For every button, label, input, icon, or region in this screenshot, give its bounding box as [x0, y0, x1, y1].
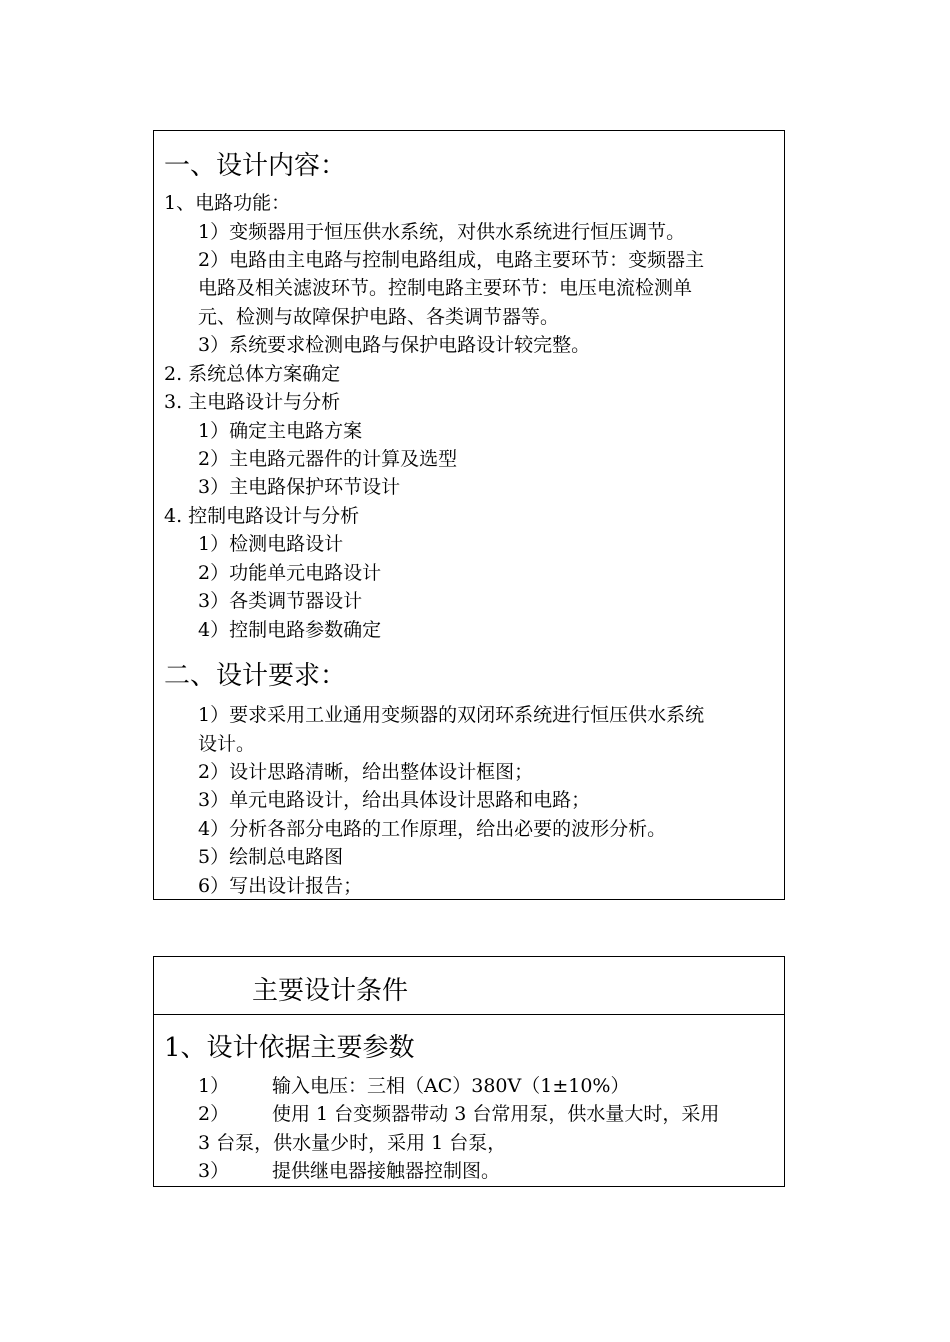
- header-divider: [154, 1014, 784, 1015]
- list-item: 2）电路由主电路与控制电路组成，电路主要环节：变频器主: [198, 249, 705, 271]
- list-item: 2）设计思路清晰，给出整体设计框图；: [198, 761, 534, 783]
- list-item: 1、电路功能：: [164, 192, 291, 214]
- list-item: 电路及相关滤波环节。控制电路主要环节：电压电流检测单: [198, 277, 693, 299]
- list-item: 4）分析各部分电路的工作原理，给出必要的波形分析。: [198, 818, 667, 840]
- item-text: 提供继电器接触器控制图。: [272, 1160, 501, 1182]
- list-item: [198, 1074, 630, 1098]
- item-text: 3 台泵，供水量少时，采用 1 台泵，: [198, 1132, 507, 1154]
- list-item: 3. 主电路设计与分析: [164, 391, 341, 413]
- list-item: [198, 1131, 506, 1155]
- item-number: 2）: [198, 1103, 230, 1125]
- list-item: 3）各类调节器设计: [198, 590, 363, 612]
- item-text: 输入电压：三相（AC）380V（1±10%）: [272, 1075, 630, 1097]
- conditions-subtitle: 1、设计依据主要参数: [164, 1033, 415, 1063]
- list-item: 5）绘制总电路图: [198, 846, 344, 868]
- list-item: 6）写出设计报告；: [198, 875, 363, 897]
- list-item: 3）主电路保护环节设计: [198, 476, 401, 498]
- list-item: 3）单元电路设计，给出具体设计思路和电路；: [198, 789, 591, 811]
- list-item: 1）检测电路设计: [198, 533, 344, 555]
- list-item: [198, 1159, 500, 1183]
- list-item: 元、检测与故障保护电路、各类调节器等。: [198, 306, 560, 328]
- item-number: 1）: [198, 1075, 230, 1097]
- list-item: 4. 控制电路设计与分析: [164, 505, 360, 527]
- list-item: 2）主电路元器件的计算及选型: [198, 448, 458, 470]
- conditions-header: 主要设计条件: [252, 976, 409, 1006]
- list-item: 设计。: [198, 733, 256, 755]
- list-item: [198, 1102, 719, 1126]
- section1-title: 一、设计内容：: [164, 151, 347, 181]
- section2-title: 二、设计要求：: [164, 661, 347, 691]
- list-item: 1）确定主电路方案: [198, 420, 363, 442]
- list-item: 2. 系统总体方案确定: [164, 363, 341, 385]
- list-item: 1）变频器用于恒压供水系统，对供水系统进行恒压调节。: [198, 221, 686, 243]
- list-item: 2）功能单元电路设计: [198, 562, 382, 584]
- design-content-box: [153, 130, 785, 900]
- list-item: 4）控制电路参数确定: [198, 619, 382, 641]
- list-item: 3）系统要求检测电路与保护电路设计较完整。: [198, 334, 591, 356]
- item-number: 3）: [198, 1160, 230, 1182]
- list-item: 1）要求采用工业通用变频器的双闭环系统进行恒压供水系统: [198, 704, 705, 726]
- design-conditions-box: [153, 956, 785, 1187]
- item-text: 使用 1 台变频器带动 3 台常用泵，供水量大时，采用: [272, 1103, 720, 1125]
